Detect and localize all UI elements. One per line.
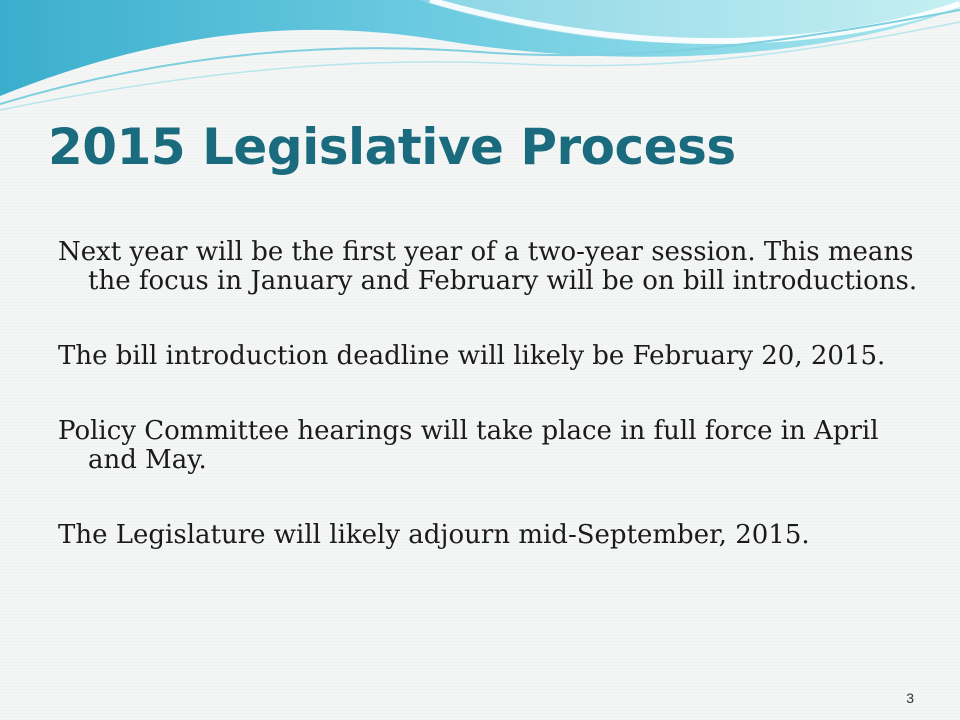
slide-title: 2015 Legislative Process <box>48 118 736 176</box>
bullet-item: Policy Committee hearings will take place in full force in April and May. <box>58 416 879 475</box>
bullet-item: The Legislature will likely adjourn mid-September, 2015. <box>58 520 810 550</box>
bullet-item: Next year will be the first year of a two-year session. This means the focus in January and February will be on bill introductions. <box>58 237 918 296</box>
page-number: 3 <box>906 690 914 706</box>
bullet-list <box>58 238 928 550</box>
decorative-wave-header <box>0 0 960 120</box>
bullet-item: The bill introduction deadline will likely be February 20, 2015. <box>58 341 886 371</box>
